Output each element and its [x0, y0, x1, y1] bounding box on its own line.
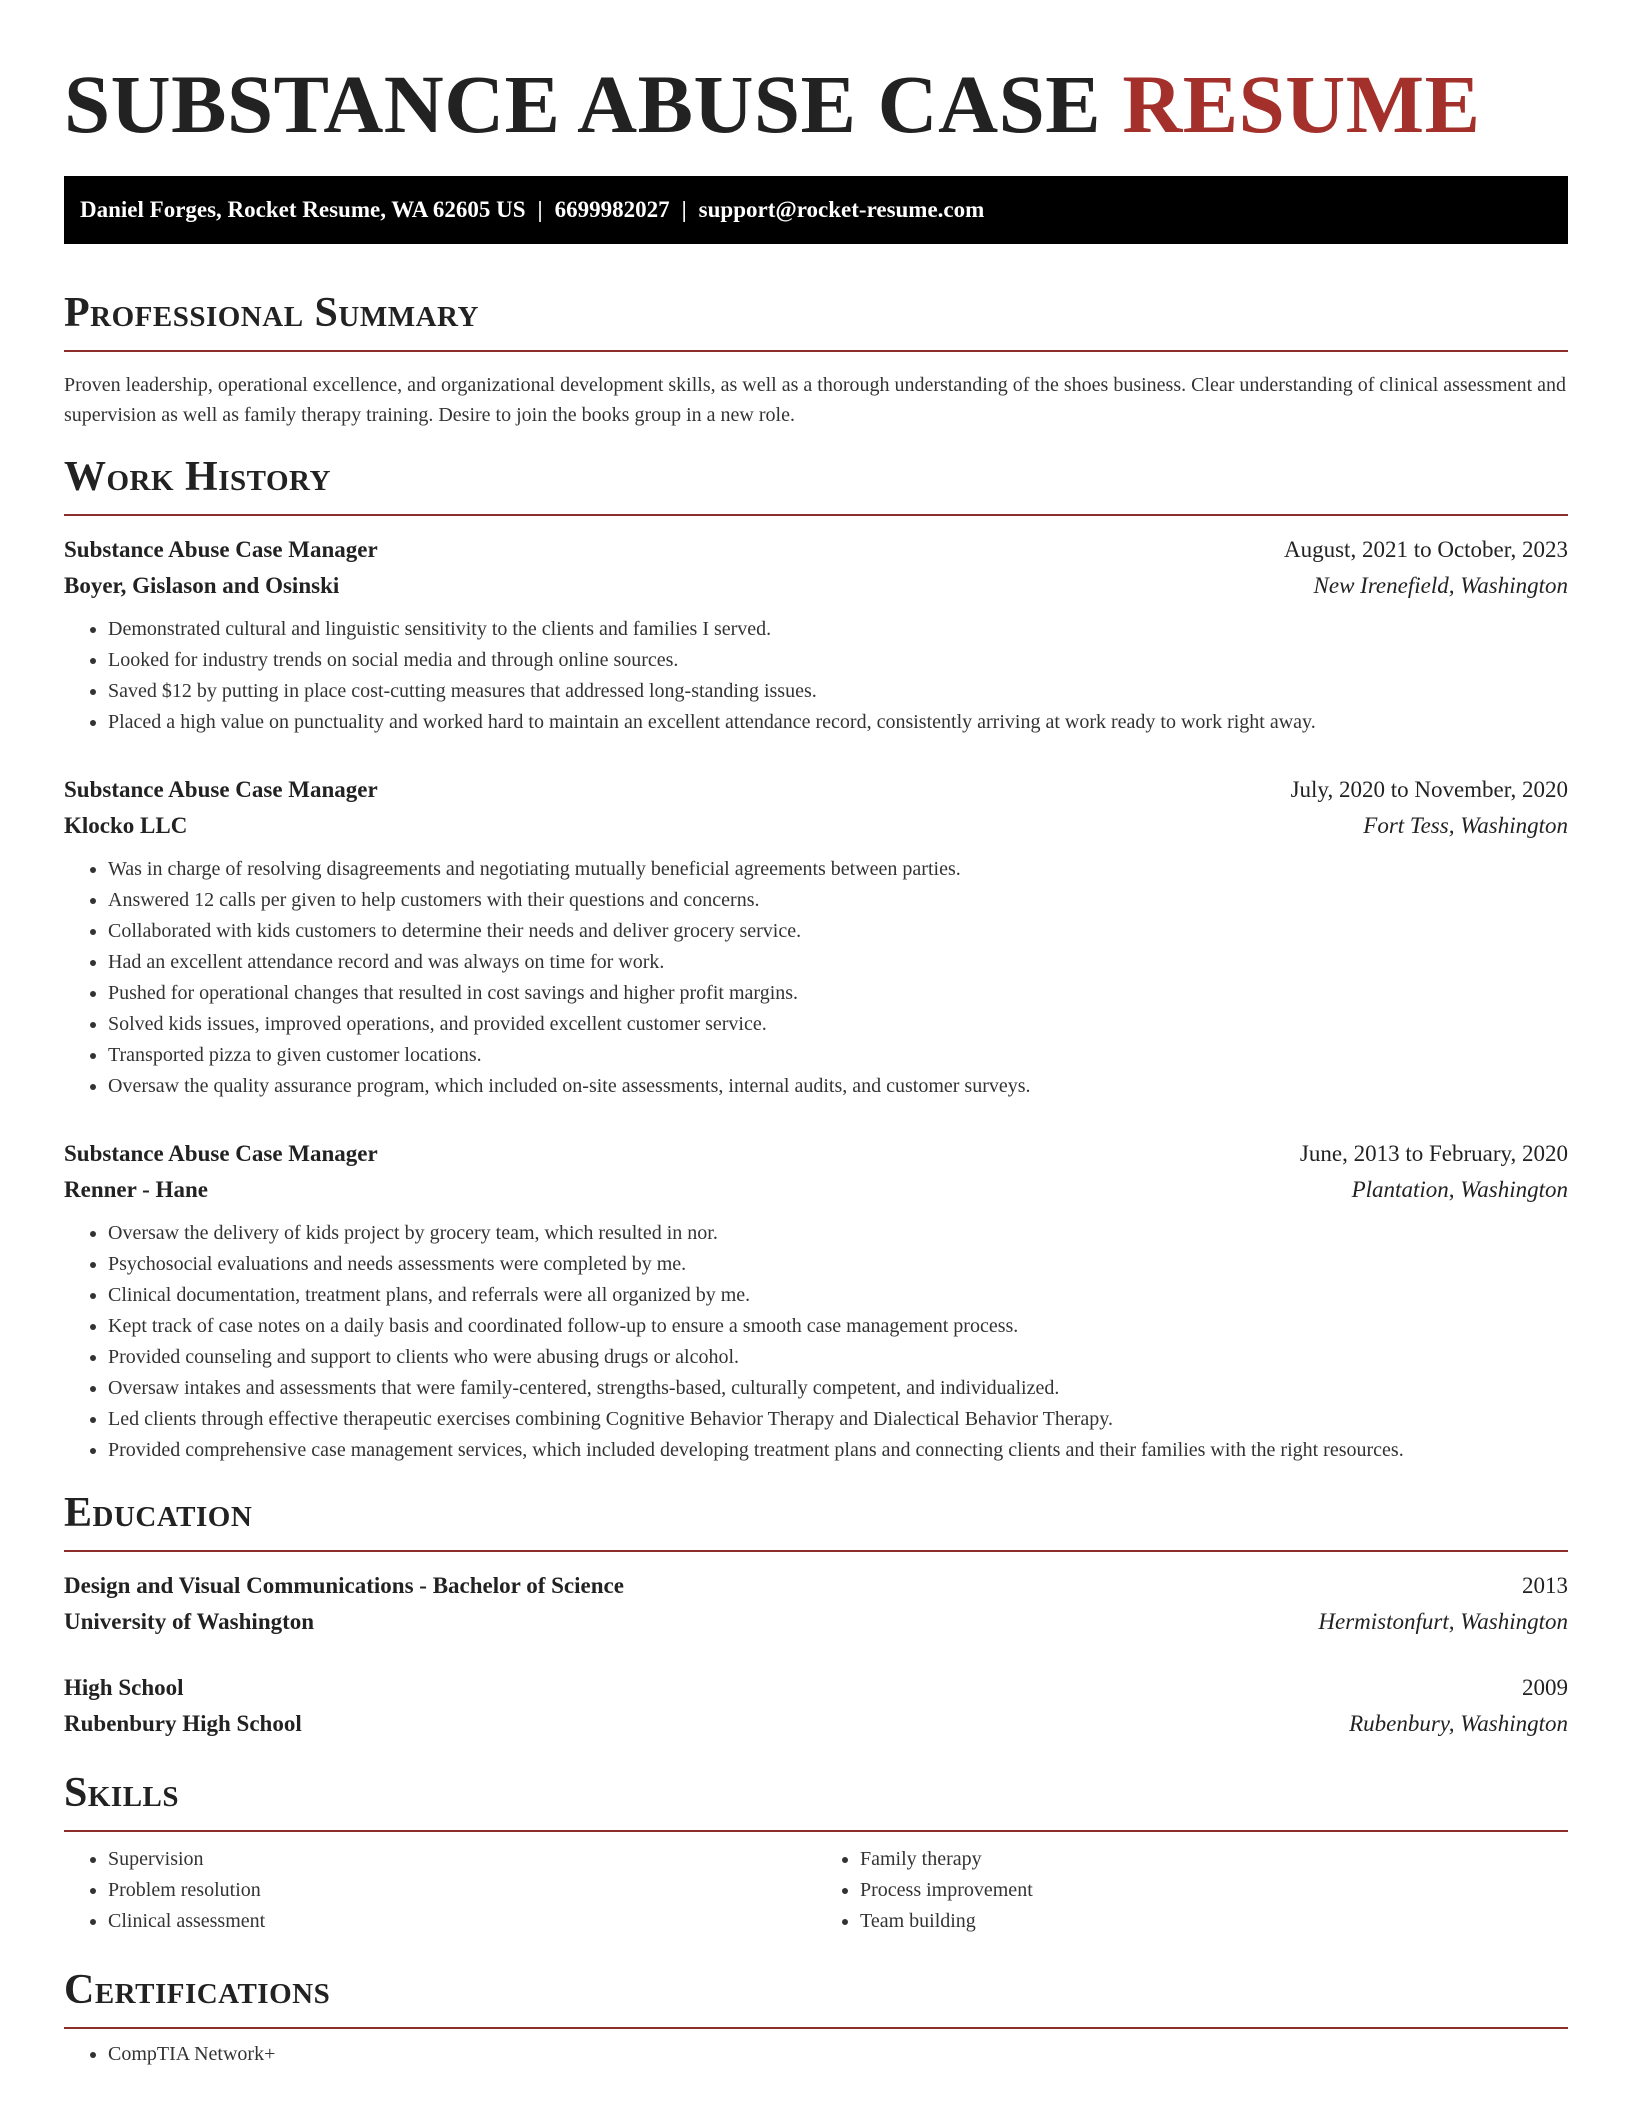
education-location: Rubenbury, Washington — [1349, 1711, 1568, 1736]
list-item: • Was in charge of resolving disagreements and negotiating mutually beneficial agreements between parties. — [108, 854, 1568, 885]
education-section — [64, 1488, 1568, 1742]
skills-grid — [64, 1844, 1568, 1937]
list-item: • Supervision — [108, 1844, 816, 1875]
education-year: 2009 — [1522, 1675, 1568, 1700]
job-company: Klocko LLC — [64, 813, 188, 838]
education-degree-row — [64, 1568, 1568, 1604]
education-year: 2013 — [1522, 1573, 1568, 1598]
list-item: • Process improvement — [860, 1875, 1568, 1906]
work-history-heading: Work History — [64, 454, 331, 500]
job-entry — [64, 1136, 1568, 1466]
job-bullets — [64, 614, 1568, 738]
section-divider — [64, 514, 1568, 516]
list-item: • Transported pizza to given customer locations. — [108, 1040, 1568, 1071]
list-item: • Clinical documentation, treatment plans, and referrals were all organized by me. — [108, 1280, 1568, 1311]
job-dates: June, 2013 to February, 2020 — [1299, 1141, 1568, 1166]
education-heading: Education — [64, 1490, 253, 1536]
job-company-row — [64, 1172, 1568, 1208]
contact-separator: | — [681, 197, 687, 222]
contact-address: Daniel Forges, Rocket Resume, WA 62605 US — [80, 197, 526, 222]
skills-column-right — [816, 1844, 1568, 1937]
job-dates: July, 2020 to November, 2020 — [1290, 777, 1568, 802]
education-school-row — [64, 1706, 1568, 1742]
list-item: • Provided comprehensive case management services, which included developing treatment plans and connecting clients and their families with the right resources. — [108, 1435, 1568, 1466]
job-company: Boyer, Gislason and Osinski — [64, 573, 340, 598]
skills-column-left — [64, 1844, 816, 1937]
job-location: Plantation, Washington — [1351, 1177, 1568, 1202]
list-item: • Demonstrated cultural and linguistic sensitivity to the clients and families I served. — [108, 614, 1568, 645]
skills-section — [64, 1768, 1568, 1937]
job-title: Substance Abuse Case Manager — [64, 777, 378, 802]
job-header-row — [64, 532, 1568, 568]
certifications-heading: Certifications — [64, 1967, 331, 2013]
job-bullets — [64, 1218, 1568, 1466]
certifications-list — [64, 2039, 1568, 2070]
job-header-row — [64, 772, 1568, 808]
resume-page — [64, 0, 1568, 2070]
job-company-row — [64, 808, 1568, 844]
section-divider — [64, 1550, 1568, 1552]
list-item: • Team building — [860, 1906, 1568, 1937]
list-item: • Led clients through effective therapeutic exercises combining Cognitive Behavior Therapy and Dialectical Behavior Therapy. — [108, 1404, 1568, 1435]
education-entry — [64, 1568, 1568, 1640]
section-divider — [64, 1830, 1568, 1832]
title-main: SUBSTANCE ABUSE CASE — [64, 58, 1102, 150]
list-item: • Placed a high value on punctuality and worked hard to maintain an excellent attendance record, consistently arriving at work ready to work right away. — [108, 707, 1568, 738]
list-item: • Clinical assessment — [108, 1906, 816, 1937]
list-item: • Solved kids issues, improved operations, and provided excellent customer service. — [108, 1009, 1568, 1040]
certifications-section — [64, 1965, 1568, 2070]
summary-text: Proven leadership, operational excellence, and organizational development skills, as well as a thorough understanding of the shoes business. Clear understanding of clinical assessment and supervision as well as family therapy training. Desire to join the books group in a new role. — [64, 374, 1567, 426]
job-title: Substance Abuse Case Manager — [64, 537, 378, 562]
list-item: • Family therapy — [860, 1844, 1568, 1875]
work-history-section — [64, 452, 1568, 1466]
job-entry — [64, 532, 1568, 738]
education-location: Hermistonfurt, Washington — [1318, 1609, 1568, 1634]
list-item: • Looked for industry trends on social media and through online sources. — [108, 645, 1568, 676]
education-school: University of Washington — [64, 1609, 315, 1634]
list-item: • Oversaw the delivery of kids project by grocery team, which resulted in nor. — [108, 1218, 1568, 1249]
job-header-row — [64, 1136, 1568, 1172]
job-company: Renner - Hane — [64, 1177, 208, 1202]
job-entry — [64, 772, 1568, 1102]
education-entry — [64, 1670, 1568, 1742]
job-dates: August, 2021 to October, 2023 — [1284, 537, 1568, 562]
section-divider — [64, 2027, 1568, 2029]
list-item: • Oversaw intakes and assessments that were family-centered, strengths-based, culturally competent, and individualized. — [108, 1373, 1568, 1404]
list-item: • CompTIA Network+ — [108, 2039, 1568, 2070]
contact-email[interactable]: support@rocket-resume.com — [698, 197, 985, 222]
resume-title — [64, 0, 1568, 152]
section-divider — [64, 350, 1568, 352]
job-title: Substance Abuse Case Manager — [64, 1141, 378, 1166]
education-degree: High School — [64, 1675, 184, 1700]
list-item: • Oversaw the quality assurance program, which included on-site assessments, internal audits, and customer surveys. — [108, 1071, 1568, 1102]
education-school: Rubenbury High School — [64, 1711, 302, 1736]
contact-separator: | — [537, 197, 543, 222]
job-location: New Irenefield, Washington — [1313, 573, 1568, 598]
list-item: • Answered 12 calls per given to help customers with their questions and concerns. — [108, 885, 1568, 916]
summary-heading: Professional Summary — [64, 290, 479, 336]
education-school-row — [64, 1604, 1568, 1640]
list-item: • Problem resolution — [108, 1875, 816, 1906]
job-location: Fort Tess, Washington — [1363, 813, 1568, 838]
skills-heading: Skills — [64, 1770, 180, 1816]
job-company-row — [64, 568, 1568, 604]
list-item: • Saved $12 by putting in place cost-cutting measures that addressed long-standing issues. — [108, 676, 1568, 707]
contact-bar — [64, 176, 1568, 244]
job-bullets — [64, 854, 1568, 1102]
list-item: • Kept track of case notes on a daily basis and coordinated follow-up to ensure a smooth case management process. — [108, 1311, 1568, 1342]
list-item: • Pushed for operational changes that resulted in cost savings and higher profit margins. — [108, 978, 1568, 1009]
education-degree: Design and Visual Communications - Bachelor of Science — [64, 1573, 624, 1598]
list-item: • Collaborated with kids customers to determine their needs and deliver grocery service. — [108, 916, 1568, 947]
contact-phone[interactable]: 6699982027 — [554, 197, 670, 222]
list-item: • Psychosocial evaluations and needs assessments were completed by me. — [108, 1249, 1568, 1280]
title-accent: RESUME — [1122, 58, 1481, 150]
education-degree-row — [64, 1670, 1568, 1706]
list-item: • Had an excellent attendance record and was always on time for work. — [108, 947, 1568, 978]
summary-section — [64, 288, 1568, 430]
list-item: • Provided counseling and support to clients who were abusing drugs or alcohol. — [108, 1342, 1568, 1373]
